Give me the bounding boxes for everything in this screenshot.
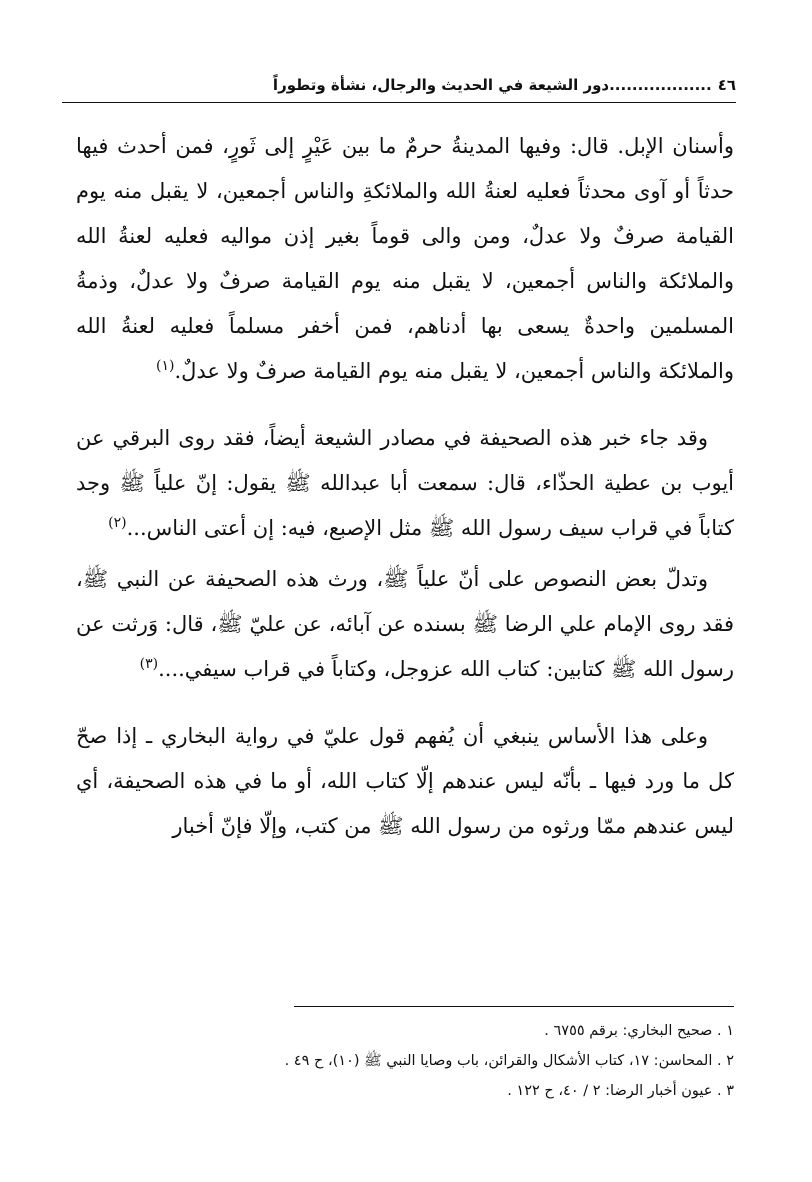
footnote-ref-1: (١) xyxy=(155,358,175,374)
footnote-ref-2: (٢) xyxy=(108,515,127,531)
paragraph-3 xyxy=(76,557,734,692)
paragraph-4-text: وعلى هذا الأساس ينبغي أن يُفهم قول عليّ في رواية البخاري ـ إذا صحّ كل ما ورد فيها ـ بأنّه ليس عندهم إلّا كتاب الله، أو ما في هذه الصحيفة، أي ليس عندهم ممّا ورثوه من رسول الله ﷺ من كتب، وإلّا فإنّ أخبار xyxy=(76,724,734,838)
paragraph-1-text: وأسنان الإبل. قال: وفيها المدينةُ حرمٌ ما بين عَيْرٍ إلى ثَورٍ، فمن أحدث فيها حدثاً أو آوى محدثاً فعليه لعنةُ الله والملائكةِ والناس أجمعين، لا يقبل منه يوم القيامة صرفٌ ولا عدلٌ، ومن والى قوماً بغير إذن مواليه فعليه لعنةُ الله والملائكة والناس أجمعين، لا يقبل منه يوم القيامة صرفٌ ولا عدلٌ، وذمةُ المسلمين واحدةٌ يسعى بها أدناهم، فمن أخفر مسلماً فعليه لعنةُ الله والملائكة والناس أجمعين، لا يقبل منه يوم القيامة صرفٌ ولا عدلٌ. xyxy=(76,134,734,383)
footnote-ref-3: (٣) xyxy=(139,656,159,672)
footnote-2: ٢ . المحاسن: ١٧، كتاب الأشكال والقرائن، باب وصايا النبي ﷺ (١٠)، ح ٤٩ . xyxy=(284,1053,734,1069)
footnotes xyxy=(200,1016,734,1106)
running-header-title: ..................دور الشيعة في الحديث والرجال، نشأة وتطوراً xyxy=(272,76,712,94)
paragraph-2 xyxy=(76,416,734,551)
footnote-rule xyxy=(294,1006,734,1007)
footnote-3: ٣ . عيون أخبار الرضا: ٢ / ٤٠، ح ١٢٢ . xyxy=(507,1083,734,1099)
running-header xyxy=(62,70,736,100)
footnote-1: ١ . صحيح البخاري: برقم ٦٧٥٥ . xyxy=(544,1023,734,1039)
paragraph-4 xyxy=(76,714,734,849)
main-text xyxy=(76,124,734,849)
page-number: ٤٦ xyxy=(717,76,736,94)
paragraph-2-text: وقد جاء خبر هذه الصحيفة في مصادر الشيعة أيضاً، فقد روى البرقي عن أيوب بن عطية الحذّاء، قال: سمعت أبا عبدالله ﷺ يقول: إنّ علياً ﷺ وجد كتاباً في قراب سيف رسول الله ﷺ مثل الإصبع، فيه: إن أعتى الناس... xyxy=(76,426,734,540)
paragraph-1 xyxy=(76,124,734,394)
header-rule xyxy=(62,102,736,103)
paragraph-3-text: وتدلّ بعض النصوص على أنّ علياً ﷺ، ورث هذه الصحيفة عن النبي ﷺ، فقد روى الإمام علي الرضا ﷺ بسنده عن آبائه، عن عليّ ﷺ، قال: وَرثت عن رسول الله ﷺ كتابين: كتاب الله عزوجل، وكتاباً في قراب سيفي.... xyxy=(76,567,734,681)
